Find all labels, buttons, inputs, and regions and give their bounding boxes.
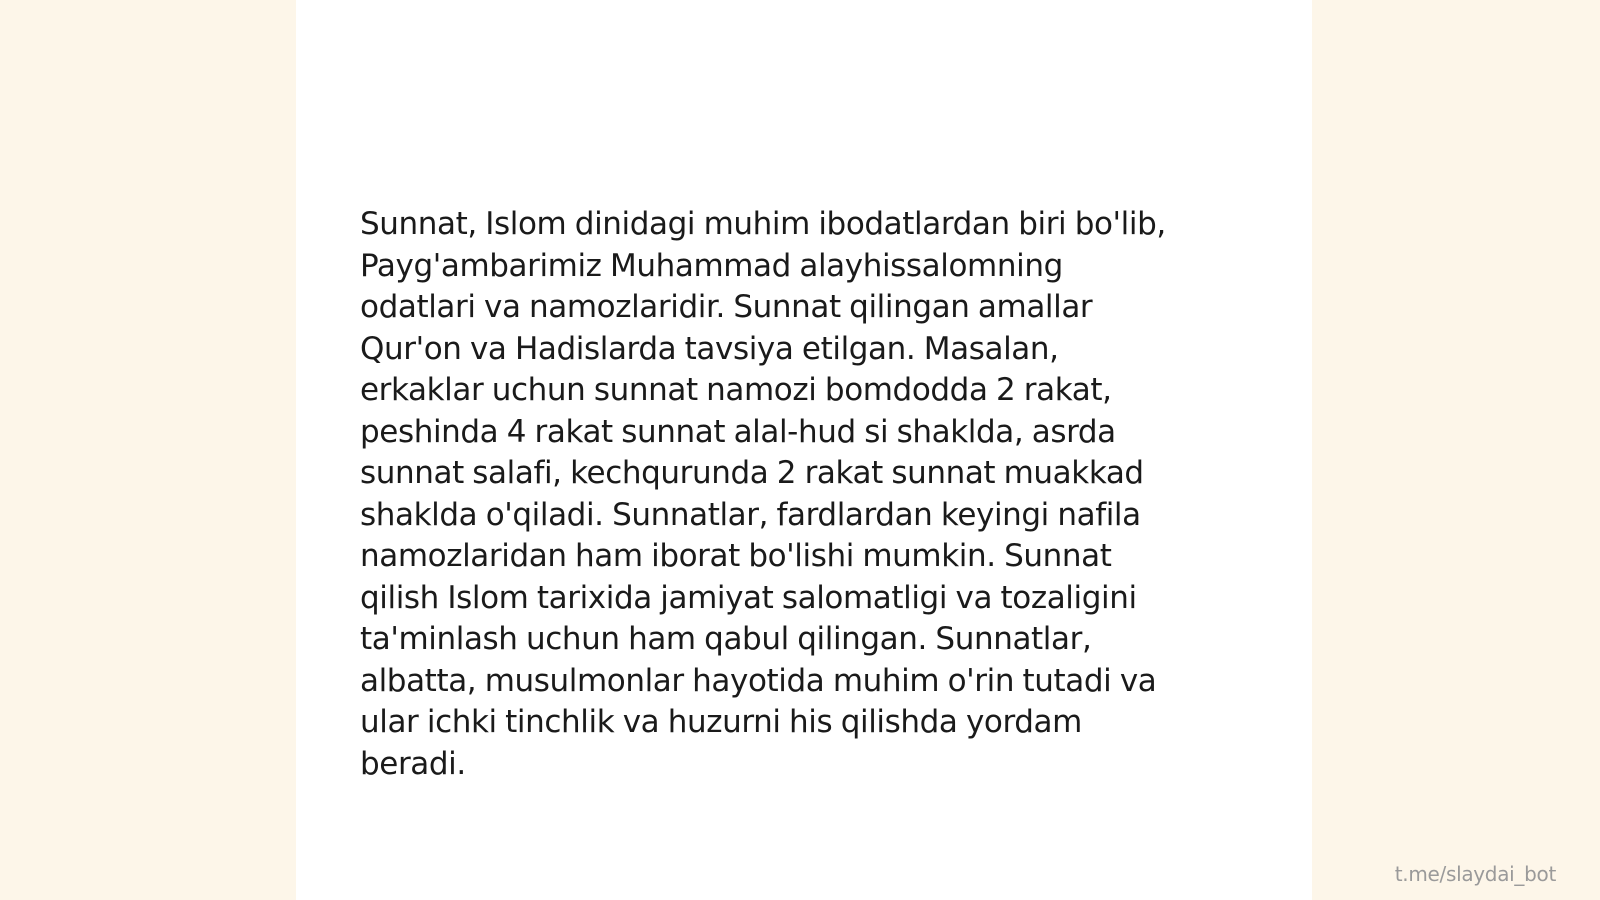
body-line: ular ichki tinchlik va huzurni his qilishda yordam <box>360 704 1082 740</box>
body-line: namozlaridan ham iborat bo'lishi mumkin. Sunnat <box>360 538 1112 574</box>
watermark-link[interactable]: t.me/slaydai_bot <box>1394 862 1556 886</box>
body-line: qilish Islom tarixida jamiyat salomatligi va tozaligini <box>360 579 1137 616</box>
body-line: erkaklar uchun sunnat namozi bomdodda 2 rakat, <box>360 372 1112 408</box>
slide-body-text <box>360 204 1260 785</box>
left-margin-panel <box>0 0 296 900</box>
body-line: beradi. <box>360 745 466 782</box>
body-line: sunnat salafi, kechqurunda 2 rakat sunnat muakkad <box>360 455 1144 491</box>
body-line: shaklda o'qiladi. Sunnatlar, fardlardan keyingi nafila <box>360 496 1141 533</box>
body-line: albatta, musulmonlar hayotida muhim o'rin tutadi va <box>360 662 1157 699</box>
slide <box>296 0 1312 900</box>
body-line: Sunnat, Islom dinidagi muhim ibodatlardan biri bo'lib, <box>360 206 1166 242</box>
right-margin-panel <box>1312 0 1600 900</box>
body-line: odatlari va namozlaridir. Sunnat qilingan amallar <box>360 289 1093 325</box>
body-line: Qur'on va Hadislarda tavsiya etilgan. Masalan, <box>360 330 1059 367</box>
body-line: Payg'ambarimiz Muhammad alayhissalomning <box>360 247 1063 284</box>
body-line: peshinda 4 rakat sunnat alal-hud si shaklda, asrda <box>360 413 1116 450</box>
body-line: ta'minlash uchun ham qabul qilingan. Sunnatlar, <box>360 621 1092 657</box>
